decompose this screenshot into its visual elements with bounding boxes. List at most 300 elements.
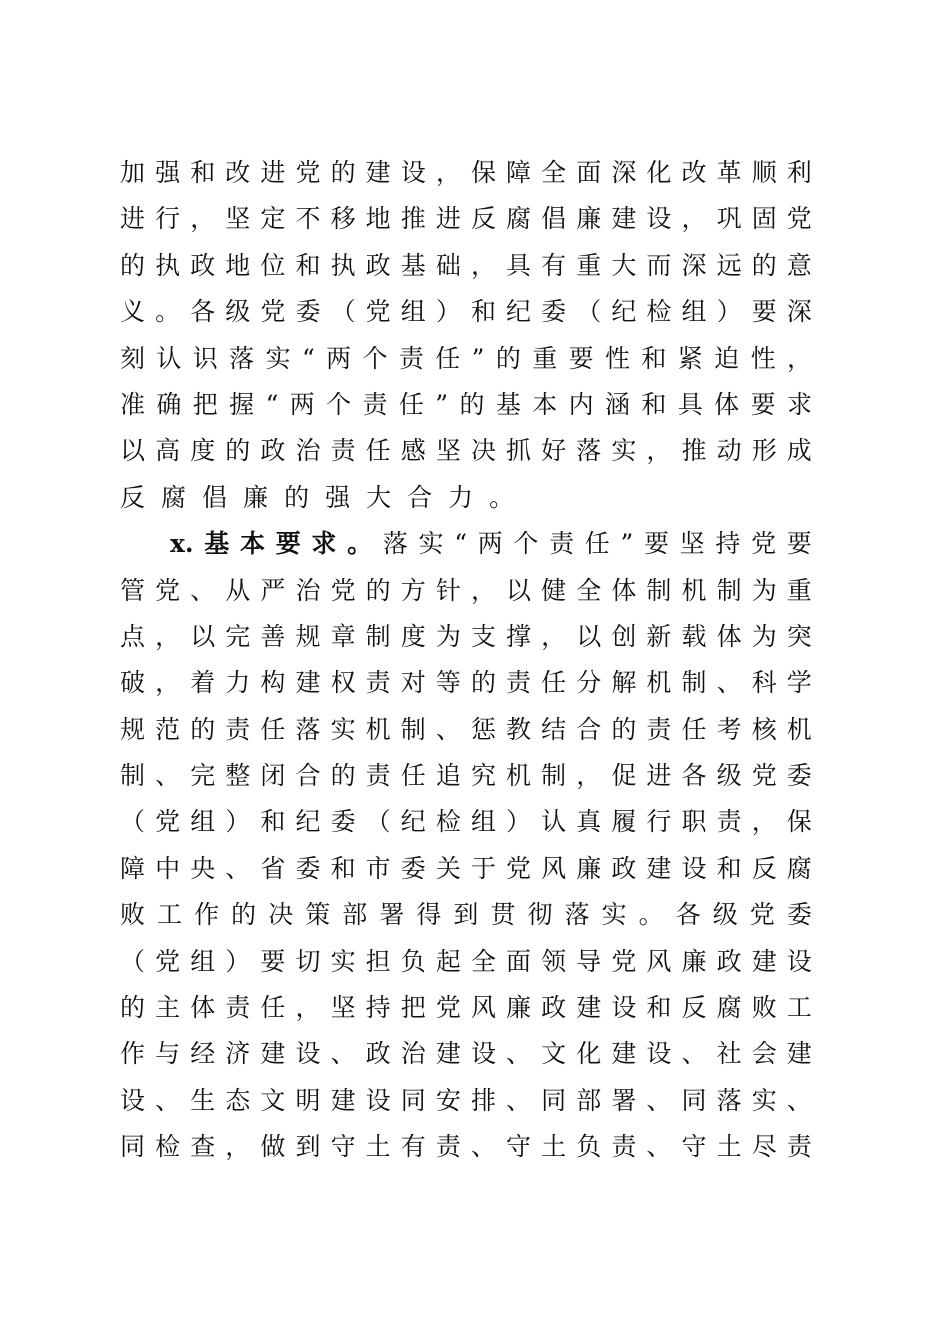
- text-glyph: 、: [506, 1085, 532, 1115]
- text-glyph: 、: [681, 1039, 707, 1069]
- text-glyph: 济: [225, 1039, 251, 1069]
- text-glyph: 和: [260, 807, 286, 837]
- heading-glyph: 。: [347, 529, 373, 559]
- text-glyph: 责: [330, 436, 356, 466]
- text-line: [120, 336, 812, 382]
- text-glyph: 握: [229, 389, 255, 419]
- text-glyph: 制: [716, 575, 742, 605]
- text-glyph: 实: [418, 529, 444, 559]
- text-glyph: 建: [786, 1039, 812, 1069]
- text-glyph: 责: [611, 1132, 637, 1162]
- text-glyph: 设: [295, 1039, 321, 1069]
- text-glyph: 党: [155, 575, 181, 605]
- text-glyph: 持: [715, 529, 741, 559]
- text-glyph: 进: [435, 204, 461, 234]
- text-glyph: 廉: [506, 993, 532, 1023]
- paragraph-2: [120, 521, 812, 1170]
- text-glyph: 得: [416, 900, 442, 930]
- text-glyph: 任: [681, 714, 707, 744]
- text-glyph: 治: [295, 575, 321, 605]
- text-glyph: 社: [716, 1039, 742, 1069]
- text-glyph: 政: [365, 1039, 391, 1069]
- text-glyph: 责: [716, 807, 742, 837]
- text-glyph: 反: [751, 853, 777, 883]
- text-glyph: 规: [295, 621, 321, 651]
- text-glyph: 的: [231, 900, 257, 930]
- text-glyph: ，: [155, 668, 181, 698]
- text-glyph: 合: [295, 761, 321, 791]
- text-line: [120, 289, 812, 335]
- text-glyph: 委: [786, 761, 812, 791]
- text-glyph: 落: [564, 900, 590, 930]
- text-glyph: 设: [786, 946, 812, 976]
- text-glyph: 负: [400, 946, 426, 976]
- text-glyph: 反: [681, 993, 707, 1023]
- text-glyph: 创: [611, 621, 637, 651]
- text-glyph: 体: [716, 621, 742, 651]
- text-glyph: 同: [120, 1132, 146, 1162]
- text-glyph: 识: [192, 343, 218, 373]
- text-glyph: 委: [330, 807, 356, 837]
- text-glyph: ）: [225, 807, 251, 837]
- text-glyph: 以: [190, 621, 216, 651]
- text-line: [120, 382, 812, 428]
- text-glyph: 委: [400, 853, 426, 883]
- text-glyph: ，: [786, 343, 812, 373]
- text-glyph: 建: [260, 1039, 286, 1069]
- text-glyph: 体: [190, 993, 216, 1023]
- text-glyph: 组: [681, 297, 707, 327]
- text-glyph: ）: [435, 297, 461, 327]
- text-glyph: ”: [435, 389, 449, 419]
- text-glyph: 委: [295, 297, 321, 327]
- text-glyph: 、: [155, 1085, 181, 1115]
- text-glyph: 治: [295, 436, 321, 466]
- text-glyph: 的: [225, 436, 251, 466]
- text-glyph: 保: [786, 807, 812, 837]
- text-glyph: 性: [605, 343, 631, 373]
- text-glyph: 政: [541, 993, 567, 1023]
- text-glyph: 负: [576, 1132, 602, 1162]
- text-glyph: 腐: [786, 853, 812, 883]
- text-glyph: 、: [646, 1132, 672, 1162]
- text-glyph: 管: [120, 575, 146, 605]
- text-glyph: 任: [260, 993, 286, 1023]
- text-glyph: 执: [330, 250, 356, 280]
- text-glyph: 风: [646, 946, 672, 976]
- text-glyph: 经: [190, 1039, 216, 1069]
- text-glyph: 地: [365, 204, 391, 234]
- text-glyph: 建: [611, 1039, 637, 1069]
- text-glyph: 组: [190, 946, 216, 976]
- text-glyph: 设: [646, 204, 672, 234]
- text-glyph: 落: [229, 343, 255, 373]
- text-glyph: 的: [495, 343, 521, 373]
- text-glyph: 、: [716, 668, 742, 698]
- text-line: [120, 1031, 812, 1077]
- text-glyph: 个: [513, 529, 539, 559]
- text-glyph: ，: [435, 158, 461, 187]
- text-glyph: 文: [260, 1085, 286, 1115]
- text-glyph: 。: [489, 482, 515, 512]
- text-glyph: 关: [435, 853, 461, 883]
- text-glyph: 准: [120, 389, 146, 419]
- text-glyph: 教: [506, 714, 532, 744]
- text-glyph: 守: [506, 1132, 532, 1162]
- text-glyph: 形: [751, 436, 777, 466]
- text-glyph: 设: [611, 993, 637, 1023]
- text-glyph: 涵: [605, 389, 631, 419]
- text-glyph: 党: [260, 297, 286, 327]
- text-glyph: 党: [749, 900, 775, 930]
- text-glyph: 高: [155, 436, 181, 466]
- text-glyph: 要: [643, 529, 669, 559]
- text-glyph: 反: [470, 204, 496, 234]
- heading-glyph: x.: [170, 529, 194, 559]
- text-glyph: 载: [681, 621, 707, 651]
- text-glyph: 的: [120, 250, 146, 280]
- text-glyph: 有: [541, 250, 567, 280]
- text-glyph: 主: [155, 993, 181, 1023]
- text-glyph: 落: [576, 436, 602, 466]
- text-glyph: 为: [435, 621, 461, 651]
- text-glyph: 定: [260, 204, 286, 234]
- text-glyph: 败: [120, 900, 146, 930]
- text-glyph: 加: [120, 158, 146, 187]
- text-line: [120, 985, 812, 1031]
- text-glyph: 建: [365, 158, 391, 187]
- text-glyph: 党: [155, 946, 181, 976]
- text-glyph: 的: [120, 993, 146, 1023]
- text-glyph: 机: [681, 575, 707, 605]
- text-line: [120, 614, 812, 660]
- text-glyph: 级: [712, 900, 738, 930]
- text-glyph: 建: [295, 668, 321, 698]
- text-glyph: 支: [470, 621, 496, 651]
- text-glyph: 分: [576, 668, 602, 698]
- text-glyph: ，: [470, 250, 496, 280]
- text-glyph: 和: [295, 250, 321, 280]
- text-glyph: 方: [400, 575, 426, 605]
- text-glyph: 顺: [751, 158, 777, 187]
- text-glyph: “: [301, 343, 315, 373]
- text-line: [120, 939, 812, 985]
- text-glyph: 强: [155, 158, 181, 187]
- text-glyph: 导: [576, 946, 602, 976]
- text-glyph: （: [120, 946, 146, 976]
- text-glyph: 态: [225, 1085, 251, 1115]
- text-glyph: 从: [225, 575, 251, 605]
- text-glyph: 设: [646, 1039, 672, 1069]
- text-glyph: ，: [225, 1132, 251, 1162]
- text-glyph: 规: [120, 714, 146, 744]
- text-glyph: 党: [611, 946, 637, 976]
- heading-glyph: 基: [204, 529, 230, 559]
- text-glyph: 和: [646, 993, 672, 1023]
- text-glyph: ”: [620, 529, 634, 559]
- text-glyph: 移: [330, 204, 356, 234]
- text-glyph: （: [120, 807, 146, 837]
- text-glyph: 到: [453, 900, 479, 930]
- text-glyph: 落: [382, 529, 408, 559]
- text-line: [120, 707, 812, 753]
- text-glyph: 重: [532, 343, 558, 373]
- text-glyph: 责: [398, 343, 424, 373]
- text-glyph: 同: [541, 1085, 567, 1115]
- text-glyph: 力: [448, 482, 474, 512]
- text-glyph: 中: [155, 853, 181, 883]
- text-glyph: 责: [549, 529, 575, 559]
- text-glyph: 以: [506, 575, 532, 605]
- text-glyph: 大: [366, 482, 392, 512]
- heading-glyph: 本: [240, 529, 266, 559]
- text-glyph: 两: [477, 529, 503, 559]
- text-glyph: ，: [576, 761, 602, 791]
- text-glyph: 、: [330, 1039, 356, 1069]
- text-glyph: 委: [786, 900, 812, 930]
- text-glyph: 要: [260, 946, 286, 976]
- text-glyph: 责: [225, 993, 251, 1023]
- text-glyph: 全: [541, 158, 567, 187]
- text-glyph: 对: [400, 668, 426, 698]
- text-line-with-heading: [120, 521, 812, 567]
- text-glyph: 任: [400, 761, 426, 791]
- text-glyph: 省: [260, 853, 286, 883]
- text-glyph: 要: [751, 297, 777, 327]
- text-glyph: 建: [751, 946, 777, 976]
- text-glyph: 新: [646, 621, 672, 651]
- text-glyph: 惩: [470, 714, 496, 744]
- text-glyph: ，: [646, 436, 672, 466]
- text-glyph: ，: [681, 204, 707, 234]
- text-glyph: 以: [576, 621, 602, 651]
- text-glyph: 败: [751, 993, 777, 1023]
- text-glyph: 学: [786, 668, 812, 698]
- text-glyph: 治: [400, 1039, 426, 1069]
- text-glyph: 安: [435, 1085, 461, 1115]
- text-glyph: 基: [495, 389, 521, 419]
- text-glyph: 针: [435, 575, 461, 605]
- text-glyph: 落: [295, 714, 321, 744]
- text-glyph: 的: [611, 714, 637, 744]
- text-glyph: 强: [325, 482, 351, 512]
- text-glyph: 深: [786, 297, 812, 327]
- text-glyph: 不: [295, 204, 321, 234]
- text-glyph: 各: [675, 900, 701, 930]
- text-glyph: 实: [265, 343, 291, 373]
- text-glyph: 而: [646, 250, 672, 280]
- text-glyph: 坚: [679, 529, 705, 559]
- text-glyph: 会: [751, 1039, 777, 1069]
- text-glyph: 设: [400, 158, 426, 187]
- text-glyph: 、: [506, 1039, 532, 1069]
- text-glyph: 的: [470, 668, 496, 698]
- text-glyph: 政: [716, 946, 742, 976]
- text-glyph: 腐: [506, 204, 532, 234]
- text-glyph: 任: [541, 668, 567, 698]
- text-glyph: 委: [295, 853, 321, 883]
- text-glyph: 腐: [716, 993, 742, 1023]
- text-glyph: 基: [400, 250, 426, 280]
- text-glyph: 行: [646, 807, 672, 837]
- text-glyph: 闭: [260, 761, 286, 791]
- text-glyph: 各: [190, 297, 216, 327]
- text-line: [120, 568, 812, 614]
- text-glyph: 廉: [681, 946, 707, 976]
- text-glyph: 性: [750, 343, 776, 373]
- text-line: [120, 428, 812, 474]
- text-glyph: （: [576, 297, 602, 327]
- text-glyph: 机: [786, 714, 812, 744]
- text-glyph: 个: [362, 343, 388, 373]
- text-glyph: 同: [400, 1085, 426, 1115]
- text-glyph: 的: [190, 714, 216, 744]
- text-glyph: 进: [260, 158, 286, 187]
- text-glyph: 政: [611, 853, 637, 883]
- text-glyph: 纪: [295, 807, 321, 837]
- text-glyph: ，: [541, 621, 567, 651]
- text-glyph: 刻: [120, 343, 146, 373]
- text-glyph: 查: [190, 1132, 216, 1162]
- text-glyph: ）: [225, 946, 251, 976]
- text-glyph: 章: [330, 621, 356, 651]
- text-glyph: 级: [716, 761, 742, 791]
- text-glyph: ”: [471, 343, 485, 373]
- text-glyph: ）: [716, 297, 742, 327]
- text-glyph: 真: [576, 807, 602, 837]
- text-glyph: 考: [716, 714, 742, 744]
- text-glyph: 的: [365, 575, 391, 605]
- text-glyph: 任: [584, 529, 610, 559]
- text-glyph: 政: [190, 250, 216, 280]
- text-glyph: 本: [532, 389, 558, 419]
- text-glyph: 度: [400, 621, 426, 651]
- text-glyph: 机: [646, 668, 672, 698]
- text-glyph: 作: [194, 900, 220, 930]
- text-glyph: 部: [342, 900, 368, 930]
- text-glyph: 推: [400, 204, 426, 234]
- text-glyph: “: [265, 389, 279, 419]
- text-glyph: 与: [155, 1039, 181, 1069]
- text-glyph: 确: [156, 389, 182, 419]
- text-glyph: 进: [646, 761, 672, 791]
- text-glyph: 和: [641, 343, 667, 373]
- text-glyph: 担: [365, 946, 391, 976]
- text-glyph: 实: [751, 1085, 777, 1115]
- text-glyph: 尽: [751, 1132, 777, 1162]
- text-glyph: 促: [611, 761, 637, 791]
- text-glyph: 有: [400, 1132, 426, 1162]
- text-glyph: 贯: [490, 900, 516, 930]
- text-glyph: 推: [681, 436, 707, 466]
- text-glyph: 认: [156, 343, 182, 373]
- text-glyph: 领: [541, 946, 567, 976]
- text-glyph: 坚: [435, 436, 461, 466]
- text-glyph: 党: [295, 158, 321, 187]
- text-glyph: 市: [365, 853, 391, 883]
- text-glyph: 固: [751, 204, 777, 234]
- text-glyph: 组: [400, 297, 426, 327]
- text-glyph: 决: [470, 436, 496, 466]
- text-glyph: 义: [120, 297, 146, 327]
- text-glyph: 建: [576, 993, 602, 1023]
- text-glyph: 制: [365, 621, 391, 651]
- text-glyph: 健: [541, 575, 567, 605]
- text-glyph: 行: [155, 204, 181, 234]
- text-glyph: 结: [541, 714, 567, 744]
- text-glyph: 构: [260, 668, 286, 698]
- text-glyph: 感: [400, 436, 426, 466]
- text-glyph: 任: [398, 389, 424, 419]
- text-glyph: 紧: [677, 343, 703, 373]
- text-glyph: 以: [120, 436, 146, 466]
- text-glyph: 制: [681, 668, 707, 698]
- text-glyph: 善: [260, 621, 286, 651]
- text-glyph: 建: [435, 1039, 461, 1069]
- text-glyph: 面: [506, 946, 532, 976]
- text-glyph: 机: [365, 714, 391, 744]
- text-glyph: 检: [435, 807, 461, 837]
- text-glyph: 建: [646, 853, 672, 883]
- text-glyph: 深: [681, 250, 707, 280]
- text-glyph: 设: [365, 1085, 391, 1115]
- text-glyph: 解: [611, 668, 637, 698]
- text-line: [120, 1124, 812, 1170]
- text-glyph: 实: [330, 714, 356, 744]
- text-line: [120, 1078, 812, 1124]
- text-glyph: 职: [681, 807, 707, 837]
- text-glyph: 坚: [225, 204, 251, 234]
- text-glyph: 建: [611, 204, 637, 234]
- text-glyph: 全: [576, 575, 602, 605]
- text-glyph: 风: [541, 853, 567, 883]
- text-glyph: 、: [155, 761, 181, 791]
- text-glyph: 全: [470, 946, 496, 976]
- text-glyph: 整: [225, 761, 251, 791]
- text-glyph: 反: [120, 482, 146, 512]
- text-glyph: 倡: [202, 482, 228, 512]
- text-glyph: 土: [365, 1132, 391, 1162]
- text-glyph: 组: [470, 807, 496, 837]
- text-glyph: 内: [568, 389, 594, 419]
- text-glyph: 生: [190, 1085, 216, 1115]
- body-text: [120, 150, 812, 1171]
- text-line: [120, 753, 812, 799]
- text-glyph: 科: [751, 668, 777, 698]
- text-glyph: 组: [190, 807, 216, 837]
- text-glyph: 制: [400, 714, 426, 744]
- text-line: [120, 150, 812, 196]
- text-glyph: 检: [155, 1132, 181, 1162]
- text-glyph: 责: [365, 668, 391, 698]
- text-glyph: 落: [716, 1085, 742, 1115]
- text-glyph: 、: [225, 853, 251, 883]
- text-glyph: 腐: [161, 482, 187, 512]
- text-glyph: ，: [751, 807, 777, 837]
- text-glyph: 成: [786, 436, 812, 466]
- text-glyph: 任: [435, 343, 461, 373]
- text-glyph: 完: [225, 621, 251, 651]
- text-glyph: 政: [365, 250, 391, 280]
- text-glyph: 实: [611, 436, 637, 466]
- text-glyph: 委: [541, 297, 567, 327]
- text-glyph: 。: [638, 900, 664, 930]
- text-glyph: 工: [786, 993, 812, 1023]
- text-glyph: 把: [400, 993, 426, 1023]
- text-glyph: 廉: [243, 482, 269, 512]
- text-glyph: 切: [295, 946, 321, 976]
- text-glyph: ，: [295, 993, 321, 1023]
